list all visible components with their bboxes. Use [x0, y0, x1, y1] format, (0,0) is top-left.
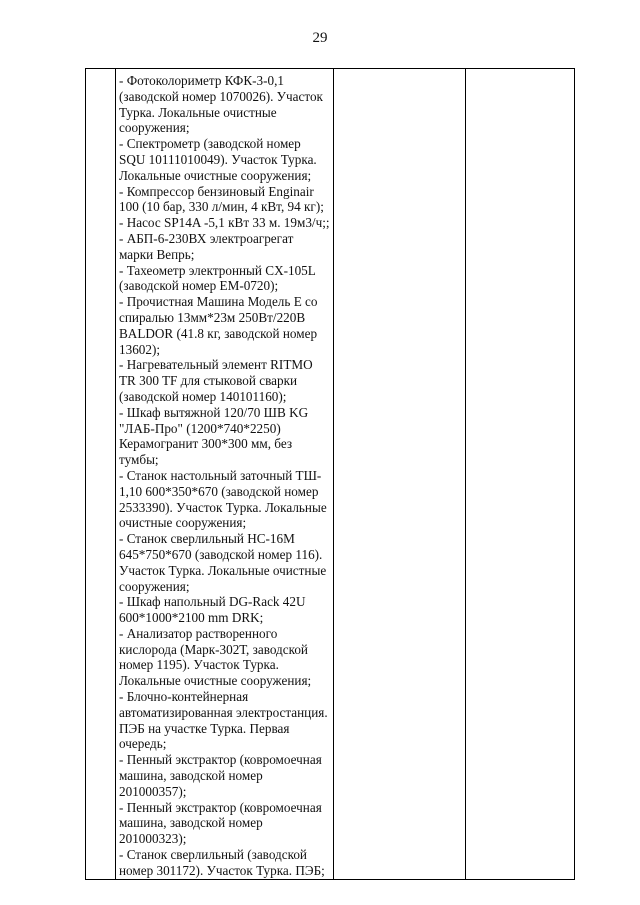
list-item: - Станок сверлильный НС-16М [119, 531, 295, 547]
list-item: Участок Турка. Локальные очистные [119, 562, 327, 578]
list-item: 600*1000*2100 mm DRK; [119, 610, 264, 626]
list-item: - Тахеометр электронный CX-105L [119, 262, 316, 278]
list-item: 100 (10 бар, 330 л/мин, 4 кВт, 94 кг); [119, 199, 324, 215]
list-item: "ЛАБ-Про" (1200*740*2250) [119, 420, 281, 436]
list-item: SQU 10111010049). Участок Турка. [119, 151, 317, 167]
list-item: - Спектрометр (заводской номер [119, 136, 301, 152]
page-number: 29 [312, 30, 328, 46]
list-item: номер 301172). Участок Турка. ПЭБ; [119, 862, 325, 878]
list-item: номер 1195). Участок Турка. [119, 657, 279, 673]
list-item: - Нагревательный элемент RITMO [119, 357, 313, 373]
list-item: Керамогранит 300*300 мм, без [119, 436, 293, 452]
equipment-list-cell [116, 69, 334, 880]
list-item: - Пенный экстрактор (ковромоечная [119, 752, 322, 768]
list-item: 201000323); [119, 831, 187, 847]
list-item: - Блочно-контейнерная [119, 689, 249, 705]
list-item: (заводской номер 1070026). Участок [119, 88, 323, 104]
list-item: - Станок сверлильный (заводской [119, 847, 307, 863]
list-item: - АБП-6-230ВХ электроагрегат [119, 230, 294, 246]
list-item: - Пенный экстрактор (ковромоечная [119, 799, 322, 815]
list-item: - Компрессор бензиновый Enginair [119, 183, 314, 199]
list-item: Турка. Локальные очистные [119, 104, 277, 120]
empty-cell-2 [333, 69, 465, 880]
list-item: 1,10 600*350*670 (заводской номер [119, 483, 319, 499]
list-item: - Анализатор растворенного [119, 625, 278, 641]
list-item: - Станок настольный заточный ТШ- [119, 467, 322, 483]
list-item: спиралью 13мм*23м 250Вт/220В [119, 309, 306, 325]
list-item: машина, заводской номер [119, 815, 263, 831]
list-item: Локальные очистные сооружения; [119, 167, 312, 183]
list-item: (заводской номер 140101160); [119, 388, 287, 404]
list-item: очистные сооружения; [119, 515, 247, 531]
list-item: TR 300 TF для стыковой сварки [119, 373, 298, 389]
list-item: - Шкаф вытяжной 120/70 ШВ KG [119, 404, 309, 420]
list-item: очередь; [119, 736, 167, 752]
list-item: 645*750*670 (заводской номер 116). [119, 546, 323, 562]
list-item: 201000357); [119, 783, 187, 799]
list-item: - Шкаф напольный DG-Rack 42U [119, 594, 306, 610]
list-item: - Насос SP14A -5,1 кВт 33 м. 19м3/ч;; [119, 215, 330, 231]
list-item: ПЭБ на участке Турка. Первая [119, 720, 290, 736]
list-item: Локальные очистные сооружения; [119, 673, 312, 689]
list-item: кислорода (Марк-302Т, заводской [119, 641, 308, 657]
list-item: автоматизированная электростанция. [119, 704, 328, 720]
list-item: тумбы; [119, 452, 159, 468]
equipment-list [119, 73, 330, 879]
list-item: BALDOR (41.8 кг, заводской номер [119, 325, 318, 341]
list-item: 13602); [119, 341, 161, 357]
equipment-table [85, 68, 575, 880]
list-item: сооружения; [119, 578, 190, 594]
list-item: марки Вепрь; [119, 246, 195, 262]
list-item: - Фотоколориметр КФК-3-0,1 [119, 73, 284, 88]
list-item: - Прочистная Машина Модель Е со [119, 294, 318, 310]
table-row [86, 69, 575, 880]
empty-cell-3 [465, 69, 574, 880]
list-item: 2533390). Участок Турка. Локальные [119, 499, 327, 515]
list-item: (заводской номер EM-0720); [119, 278, 279, 294]
list-item: сооружения; [119, 120, 190, 136]
list-item: машина, заводской номер [119, 768, 263, 784]
row-number-cell [86, 69, 116, 880]
